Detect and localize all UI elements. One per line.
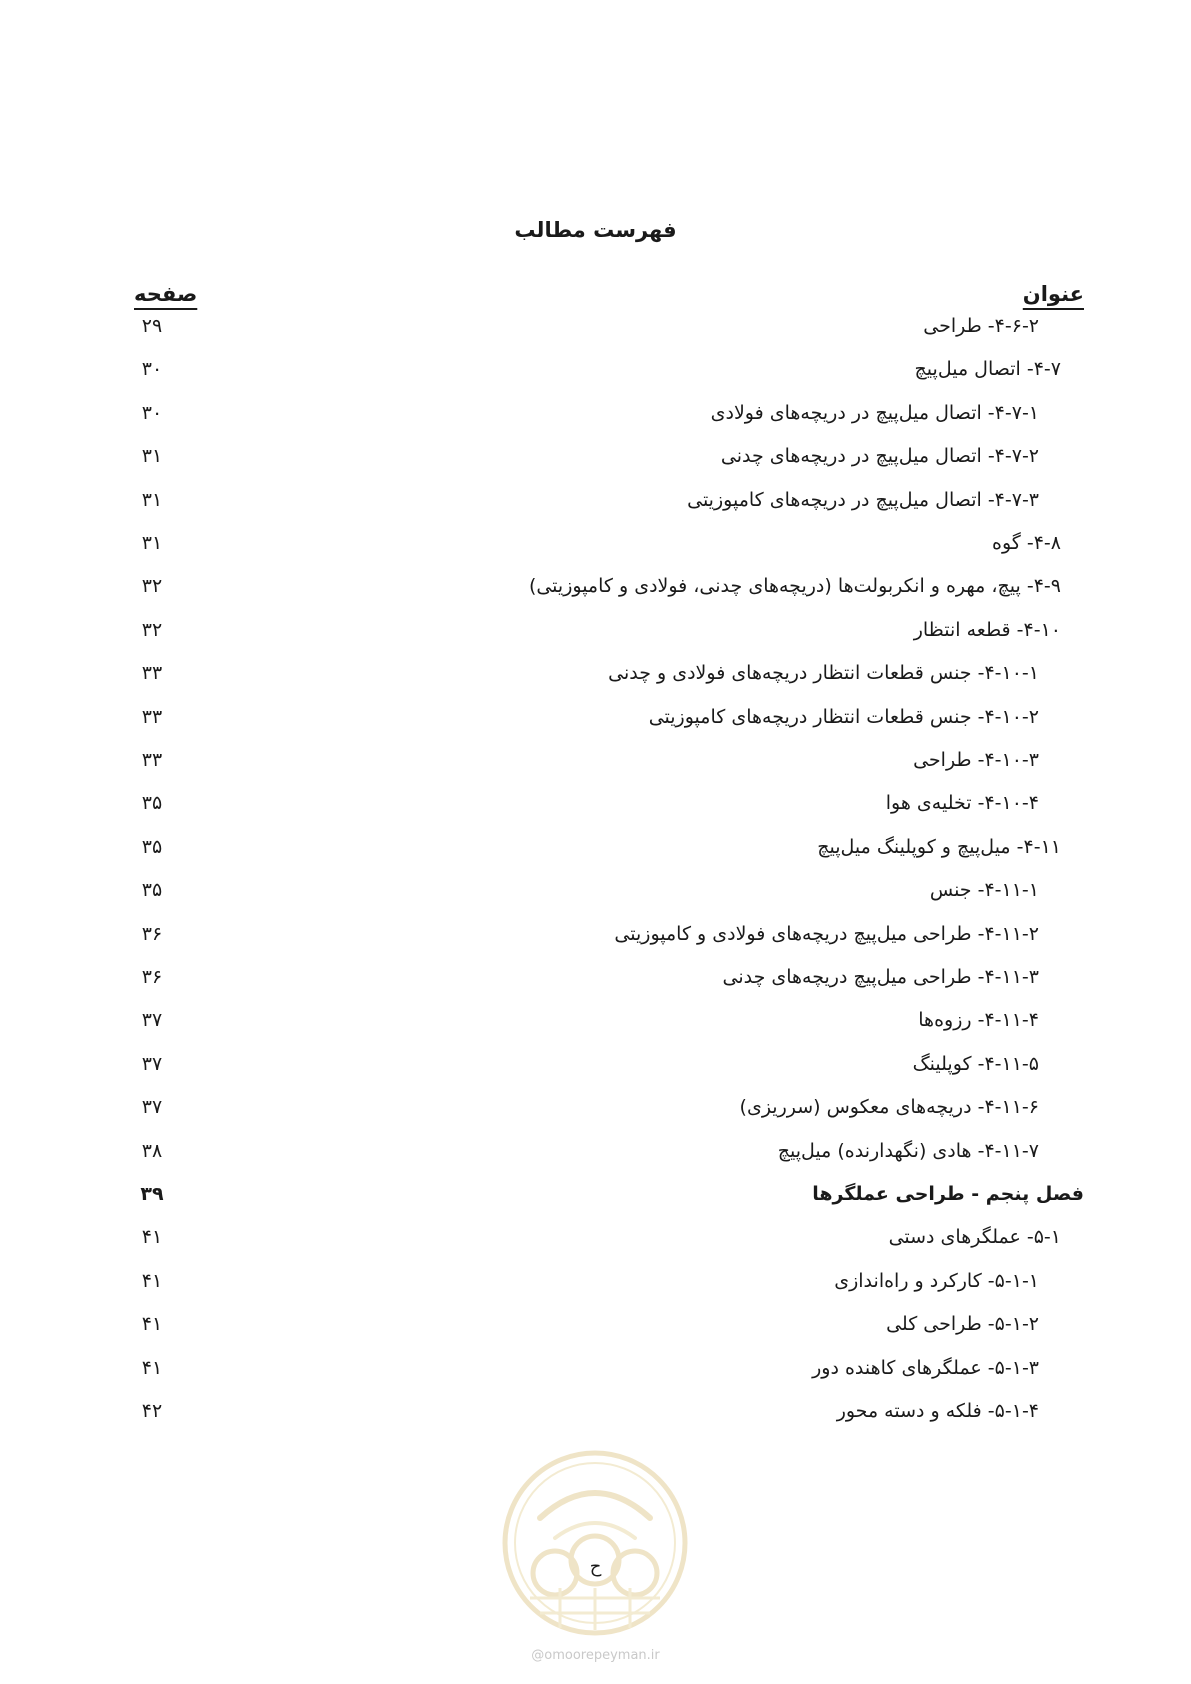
toc-row: [0, 743, 1191, 783]
toc-entry-title: ۴-۷- اتصال میل‌پیچ: [914, 358, 1061, 381]
toc-entry-title: ۴-۷-۲- اتصال میل‌پیچ در دریچه‌های چدنی: [720, 445, 1039, 468]
toc-entry-title: ۴-۱۱-۷- هادی (نگهدارنده) میل‌پیچ: [777, 1139, 1039, 1162]
toc-entry-page: ۳۶: [141, 966, 163, 988]
toc-entry-page: ۳۳: [141, 662, 163, 685]
toc-entry-page: ۳۱: [141, 488, 163, 511]
toc-entry-page: ۳۳: [141, 705, 163, 728]
toc-row: [0, 960, 1191, 1000]
toc-entry-title: ۴-۱۱-۴- رزوه‌ها: [918, 1009, 1039, 1032]
toc-entry-title: ۴-۱۰- قطعه انتظار: [913, 618, 1061, 641]
toc-row: [0, 1177, 1191, 1217]
toc-entry-title: ۴-۱۱-۲- طراحی میل‌پیچ دریچه‌های فولادی و کامپوزیتی: [614, 922, 1039, 945]
toc-entry-page: ۳۵: [141, 792, 163, 815]
toc-row: [0, 439, 1191, 479]
toc-entry-page: ۳۶: [141, 922, 163, 945]
toc-row: [0, 656, 1191, 696]
toc-row: [0, 1264, 1191, 1304]
toc-entry-page: ۴۱: [141, 1269, 163, 1292]
header-page-column: صفحه: [134, 282, 198, 306]
toc-row: [0, 1003, 1191, 1043]
toc-entry-title: ۴-۸- گوه: [992, 532, 1061, 554]
toc-entry-page: ۳۲: [141, 575, 163, 598]
toc-entry-title: ۴-۱۱- میل‌پیچ و کوپلینگ میل‌پیچ: [817, 835, 1061, 858]
toc-row: [0, 1047, 1191, 1087]
toc-row: [0, 917, 1191, 957]
toc-entry-title: ۴-۱۱-۶- دریچه‌های معکوس (سرریزی): [739, 1096, 1039, 1119]
toc-row: [0, 1134, 1191, 1174]
toc-entry-page: ۴۱: [141, 1226, 163, 1249]
toc-entry-page: ۳۷: [141, 1096, 163, 1119]
toc-entry-page: ۳۵: [141, 879, 163, 902]
toc-row: [0, 830, 1191, 870]
toc-row: [0, 786, 1191, 826]
header-title-column: عنوان: [1022, 282, 1084, 306]
toc-entry-page: ۳۷: [141, 1009, 163, 1032]
toc-entry-page: ۳۰: [141, 401, 163, 424]
toc-entry-title: ۴-۷-۱- اتصال میل‌پیچ در دریچه‌های فولادی: [710, 401, 1039, 424]
toc-entry-page: ۳۵: [141, 835, 163, 858]
toc-row: [0, 1090, 1191, 1130]
toc-entry-title: ۴-۱۰-۲- جنس قطعات انتظار دریچه‌های کامپوزیتی: [648, 705, 1039, 728]
toc-row: [0, 613, 1191, 653]
toc-entry-title: ۴-۹- پیچ، مهره و انکربولت‌ها (دریچه‌های چدنی، فولادی و کامپوزیتی): [528, 575, 1061, 598]
toc-row: [0, 569, 1191, 609]
toc-entry-title: ۵-۱- عملگرهای دستی: [888, 1226, 1061, 1249]
toc-entry-page: ۳۷: [141, 1052, 163, 1075]
toc-entry-title: ۵-۱-۱- کارکرد و راه‌اندازی: [834, 1269, 1039, 1292]
toc-entry-page: ۲۹: [141, 315, 163, 337]
toc-row: [0, 1394, 1191, 1434]
toc-entry-title: ۴-۷-۳- اتصال میل‌پیچ در دریچه‌های کامپوزیتی: [687, 488, 1039, 511]
page-number: ح: [589, 1556, 602, 1577]
toc-entry-title: ۴-۱۱-۳- طراحی میل‌پیچ دریچه‌های چدنی: [722, 966, 1039, 988]
page-title: فهرست مطالب: [514, 218, 677, 242]
toc-entry-title: ۴-۱۰-۱- جنس قطعات انتظار دریچه‌های فولادی و چدنی: [608, 662, 1039, 685]
toc-row: [0, 700, 1191, 740]
toc-row: [0, 1307, 1191, 1347]
toc-entry-title: ۴-۶-۲- طراحی: [923, 315, 1039, 337]
toc-row: [0, 873, 1191, 913]
watermark-text: @omoorepeyman.ir: [531, 1648, 660, 1663]
toc-entry-page: ۳۹: [140, 1183, 164, 1205]
toc-entry-page: ۳۱: [141, 445, 163, 468]
toc-entry-title: ۴-۱۰-۴- تخلیه‌ی هوا: [885, 792, 1039, 815]
toc-entry-title: ۵-۱-۳- عملگرهای کاهنده دور: [812, 1356, 1039, 1379]
toc-entry-page: ۳۲: [141, 618, 163, 641]
toc-entry-page: ۳۳: [141, 749, 163, 771]
toc-entry-page: ۴۱: [141, 1313, 163, 1336]
toc-row: [0, 396, 1191, 436]
toc-entry-page: ۳۱: [141, 532, 163, 554]
toc-entry-page: ۳۸: [141, 1139, 163, 1162]
toc-entry-title: ۴-۱۱-۱- جنس: [929, 879, 1039, 902]
toc-row: [0, 309, 1191, 349]
toc-row: [0, 352, 1191, 392]
toc-entry-page: ۴۲: [141, 1400, 163, 1422]
seal-logo: [500, 1448, 690, 1638]
toc-entry-title: ۵-۱-۲- طراحی کلی: [886, 1313, 1039, 1336]
toc-row: [0, 1220, 1191, 1260]
toc-entry-page: ۳۰: [141, 358, 163, 381]
toc-entry-title: ۴-۱۰-۳- طراحی: [913, 749, 1039, 771]
toc-entry-title: ۵-۱-۴- فلکه و دسته محور: [836, 1400, 1039, 1422]
toc-row: [0, 1351, 1191, 1391]
toc-entry-title: ۴-۱۱-۵- کوپلینگ: [912, 1052, 1039, 1075]
toc-row: [0, 526, 1191, 566]
toc-row: [0, 483, 1191, 523]
toc-entry-title: فصل پنجم - طراحی عملگرها: [812, 1183, 1084, 1205]
toc-entry-page: ۴۱: [141, 1356, 163, 1379]
